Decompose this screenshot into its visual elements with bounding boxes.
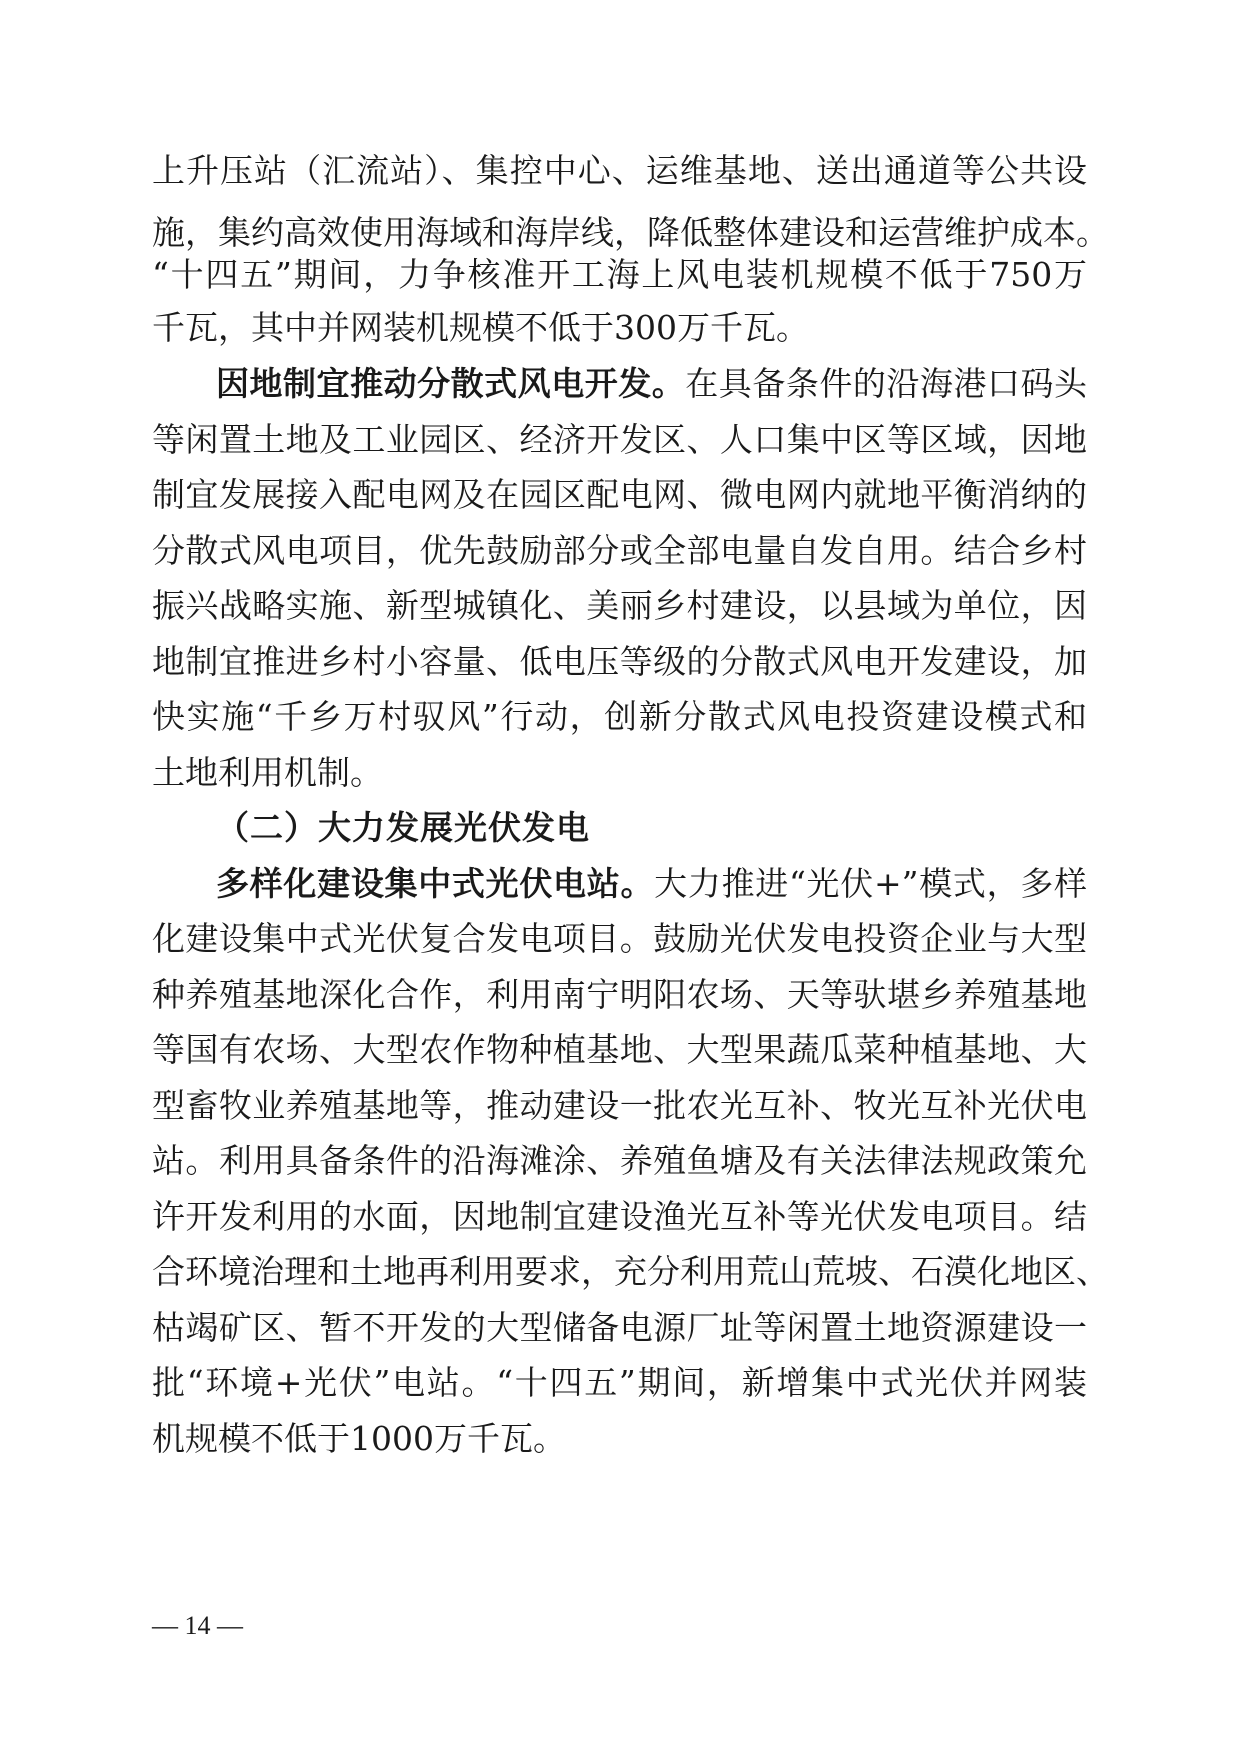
paragraph-line: 分散式风电项目，优先鼓励部分或全部电量自发自用。结合乡村 bbox=[152, 531, 1087, 570]
paragraph-line: 千瓦，其中并网装机规模不低于300万千瓦。 bbox=[152, 308, 809, 347]
paragraph-line: 种养殖基地深化合作，利用南宁明阳农场、天等驮堪乡养殖基地 bbox=[152, 975, 1087, 1014]
paragraph-line: 上升压站（汇流站）、集控中心、运维基地、送出通道等公共设 bbox=[152, 151, 1087, 190]
paragraph-line: 型畜牧业养殖基地等，推动建设一批农光互补、牧光互补光伏电 bbox=[152, 1086, 1087, 1125]
paragraph-line: “十四五”期间，力争核准开工海上风电装机规模不低于750万 bbox=[152, 255, 1087, 294]
paragraph-line: 化建设集中式光伏复合发电项目。鼓励光伏发电投资企业与大型 bbox=[152, 919, 1087, 958]
paragraph-lead: 多样化建设集中式光伏电站。 bbox=[216, 864, 655, 903]
paragraph-line: 制宜发展接入配电网及在园区配电网、微电网内就地平衡消纳的 bbox=[152, 475, 1087, 514]
paragraph-line: 等闲置土地及工业园区、经济开发区、人口集中区等区域，因地 bbox=[152, 420, 1087, 459]
paragraph-line: 许开发利用的水面，因地制宜建设渔光互补等光伏发电项目。结 bbox=[152, 1197, 1087, 1236]
paragraph-first-line bbox=[216, 864, 1087, 904]
paragraph-line: 施，集约高效使用海域和海岸线，降低整体建设和运营维护成本。 bbox=[152, 213, 1109, 252]
paragraph-line: 振兴战略实施、新型城镇化、美丽乡村建设，以县域为单位，因 bbox=[152, 586, 1087, 625]
paragraph-first-line bbox=[216, 364, 1087, 404]
page-number: — 14 — bbox=[152, 1611, 243, 1640]
paragraph-line: 合环境治理和土地再利用要求，充分利用荒山荒坡、石漠化地区、 bbox=[152, 1252, 1109, 1291]
paragraph-line: 站。利用具备条件的沿海滩涂、养殖鱼塘及有关法律法规政策允 bbox=[152, 1141, 1087, 1180]
paragraph-line: 机规模不低于1000万千瓦。 bbox=[152, 1419, 566, 1458]
paragraph-line: 地制宜推进乡村小容量、低电压等级的分散式风电开发建设，加 bbox=[152, 642, 1087, 681]
paragraph-lead: 因地制宜推动分散式风电开发。 bbox=[216, 364, 686, 403]
paragraph-line: 快实施“千乡万村驭风”行动，创新分散式风电投资建设模式和 bbox=[152, 697, 1087, 736]
section-heading: （二）大力发展光伏发电 bbox=[216, 808, 590, 847]
paragraph-text: 大力推进“光伏+”模式，多样 bbox=[654, 864, 1087, 903]
paragraph-line: 土地利用机制。 bbox=[152, 753, 383, 792]
paragraph-line: 枯竭矿区、暂不开发的大型储备电源厂址等闲置土地资源建设一 bbox=[152, 1308, 1087, 1347]
paragraph-text: 在具备条件的沿海港口码头 bbox=[685, 364, 1088, 403]
paragraph-line: 批“环境+光伏”电站。“十四五”期间，新增集中式光伏并网装 bbox=[152, 1363, 1087, 1402]
paragraph-line: 等国有农场、大型农作物种植基地、大型果蔬瓜菜种植基地、大 bbox=[152, 1030, 1087, 1069]
